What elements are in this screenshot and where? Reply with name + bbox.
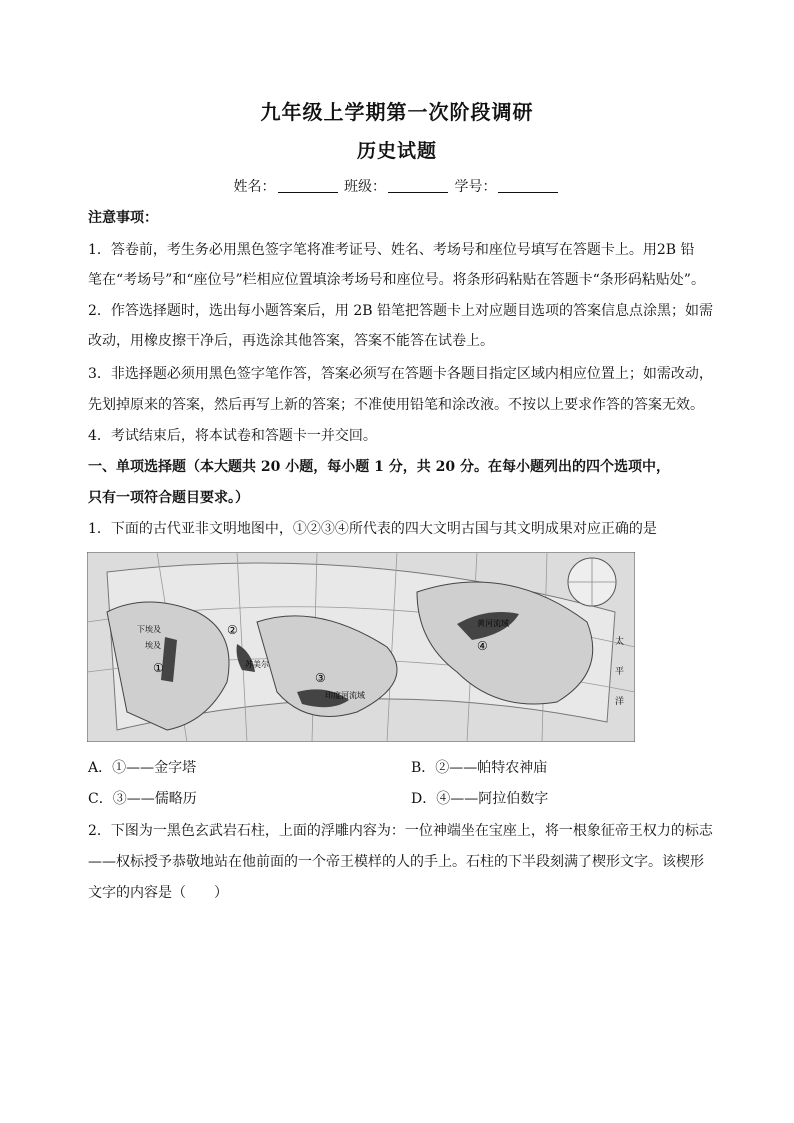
question-2-stem-line: ——权标授予恭敬地站在他前面的一个帝王模样的人的手上。石柱的下半段刻满了楔形文字。该楔形 — [88, 854, 704, 870]
ancient-civilizations-map — [87, 552, 635, 742]
section-heading-line1: 一、单项选择题（本大题共 20 小题，每小题 1 分，共 20 分。在每小题列出的四个选项中， — [88, 459, 670, 475]
question-1-option-d[interactable]: D．④——阿拉伯数字 — [411, 791, 549, 807]
name-blank[interactable] — [278, 178, 338, 193]
section-heading-line2: 只有一项符合题目要求。） — [88, 490, 249, 506]
notes-line: 2．作答选择题时，选出每小题答案后，用 2B 铅笔把答题卡上对应题目选项的答案信息点涂黑；如需 — [88, 303, 714, 319]
notes-line: 改动，用橡皮擦干净后，再选涂其他答案，答案不能答在试卷上。 — [88, 333, 494, 349]
exam-title: 九年级上学期第一次阶段调研 — [260, 100, 534, 124]
student-info-line — [0, 176, 794, 196]
notes-heading: 注意事项： — [88, 210, 158, 226]
notes-line: 先划掉原来的答案，然后再写上新的答案；不准使用铅笔和涂改液。不按以上要求作答的答案无效。 — [88, 397, 704, 413]
id-blank[interactable] — [498, 178, 558, 193]
map-label-yellow-river: 黄河流域 — [477, 619, 509, 628]
map-label-sumer: 苏美尔 — [245, 660, 269, 669]
class-label: 班级： — [344, 179, 386, 195]
map-label-pacific-3: 洋 — [615, 697, 625, 707]
question-1-option-a[interactable]: A．①——金字塔 — [88, 760, 197, 776]
question-1-option-b[interactable]: B．②——帕特农神庙 — [411, 760, 548, 776]
map-label-1: ① — [153, 661, 164, 675]
question-1-stem: 1．下面的古代亚非文明地图中，①②③④所代表的四大文明古国与其文明成果对应正确的是 — [88, 521, 657, 537]
map-label-egypt: 埃及 — [145, 641, 161, 650]
map-label-lower-egypt: 下埃及 — [137, 625, 161, 634]
exam-subtitle: 历史试题 — [356, 140, 437, 162]
class-blank[interactable] — [388, 178, 448, 193]
map-label-2: ② — [227, 623, 238, 637]
name-label: 姓名： — [233, 179, 276, 195]
question-2-stem-line: 2．下图为一黑色玄武岩石柱，上面的浮雕内容为：一位神端坐在宝座上，将一根象征帝王权力的标志 — [88, 823, 713, 839]
map-label-pacific-2: 平 — [615, 667, 625, 677]
question-1-option-c[interactable]: C．③——儒略历 — [88, 791, 197, 807]
notes-line: 笔在“考场号”和“座位号”栏相应位置填涂考场号和座位号。将条形码粘贴在答题卡“条形码粘贴处”。 — [88, 272, 705, 288]
notes-line: 1．答卷前，考生务必用黑色签字笔将准考证号、姓名、考场号和座位号填写在答题卡上。用2B 铅 — [88, 242, 695, 258]
question-2-stem-line: 文字的内容是（ ） — [88, 885, 228, 901]
map-label-indus: 印度河流域 — [325, 691, 365, 700]
id-label: 学号： — [454, 179, 497, 195]
map-label-pacific-1: 太 — [615, 637, 625, 647]
map-label-3: ③ — [315, 671, 326, 685]
notes-line: 4．考试结束后，将本试卷和答题卡一并交回。 — [88, 428, 377, 444]
map-label-4: ④ — [477, 639, 488, 653]
notes-line: 3．非选择题必须用黑色签字笔作答，答案必须写在答题卡各题目指定区域内相应位置上；如需改动， — [88, 366, 713, 382]
